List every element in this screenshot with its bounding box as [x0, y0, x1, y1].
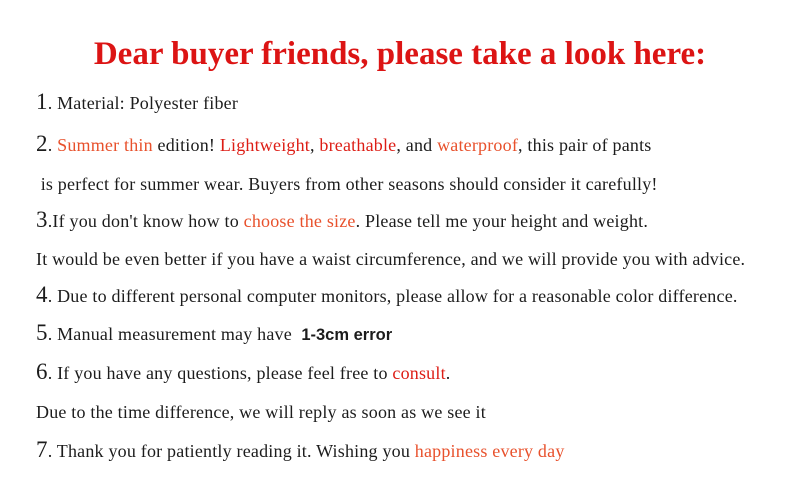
- notice-line: [36, 246, 745, 272]
- text-segment: edition!: [152, 135, 220, 155]
- notice-line: [36, 132, 652, 158]
- text-segment: . Due to different personal computer monitors, please allow for a reasonable color difference.: [47, 286, 738, 306]
- text-segment: .: [47, 135, 58, 155]
- highlight-text: Summer thin: [57, 135, 153, 155]
- emphasis-text: 1-3cm error: [301, 326, 393, 344]
- text-segment: is perfect for summer wear. Buyers from other seasons should consider it carefully!: [36, 174, 658, 194]
- list-number: 7: [36, 437, 48, 462]
- notice-line: [36, 321, 392, 348]
- notice-line: [36, 208, 648, 234]
- notice-line: [36, 171, 658, 197]
- list-number: 2: [36, 131, 48, 156]
- list-number: 4: [36, 282, 48, 307]
- list-number: 5: [36, 320, 48, 345]
- text-segment: , and: [396, 135, 438, 155]
- notice-line: [36, 399, 486, 425]
- notice-line: [36, 90, 238, 116]
- text-segment: . Please tell me your height and weight.: [355, 211, 649, 231]
- list-number: 3: [36, 207, 48, 232]
- text-segment: , this pair of pants: [518, 135, 652, 155]
- text-segment: . Material: Polyester fiber: [47, 93, 239, 113]
- notice-line: [36, 283, 738, 309]
- text-segment: . Manual measurement may have: [47, 324, 302, 344]
- highlight-text: consult: [392, 363, 446, 383]
- text-segment: . If you have any questions, please feel free to: [47, 363, 393, 383]
- highlight-text: choose the size: [243, 211, 356, 231]
- text-segment: ,: [310, 135, 320, 155]
- text-segment: It would be even better if you have a waist circumference, and we will provide you with advice.: [36, 249, 746, 269]
- highlight-text: waterproof: [437, 135, 519, 155]
- page-title: Dear buyer friends, please take a look here:: [93, 36, 707, 72]
- text-segment: Due to the time difference, we will reply as soon as we see it: [36, 402, 486, 422]
- list-number: 6: [36, 359, 48, 384]
- highlight-text: Lightweight: [219, 135, 310, 155]
- notice-line: [36, 360, 451, 386]
- text-segment: .If you don't know how to: [47, 211, 244, 231]
- text-segment: . Thank you for patiently reading it. Wishing you: [47, 441, 415, 461]
- highlight-text: happiness every day: [414, 441, 565, 461]
- notice-line: [36, 438, 565, 464]
- highlight-text: breathable: [319, 135, 397, 155]
- text-segment: .: [445, 363, 451, 383]
- list-number: 1: [36, 89, 48, 114]
